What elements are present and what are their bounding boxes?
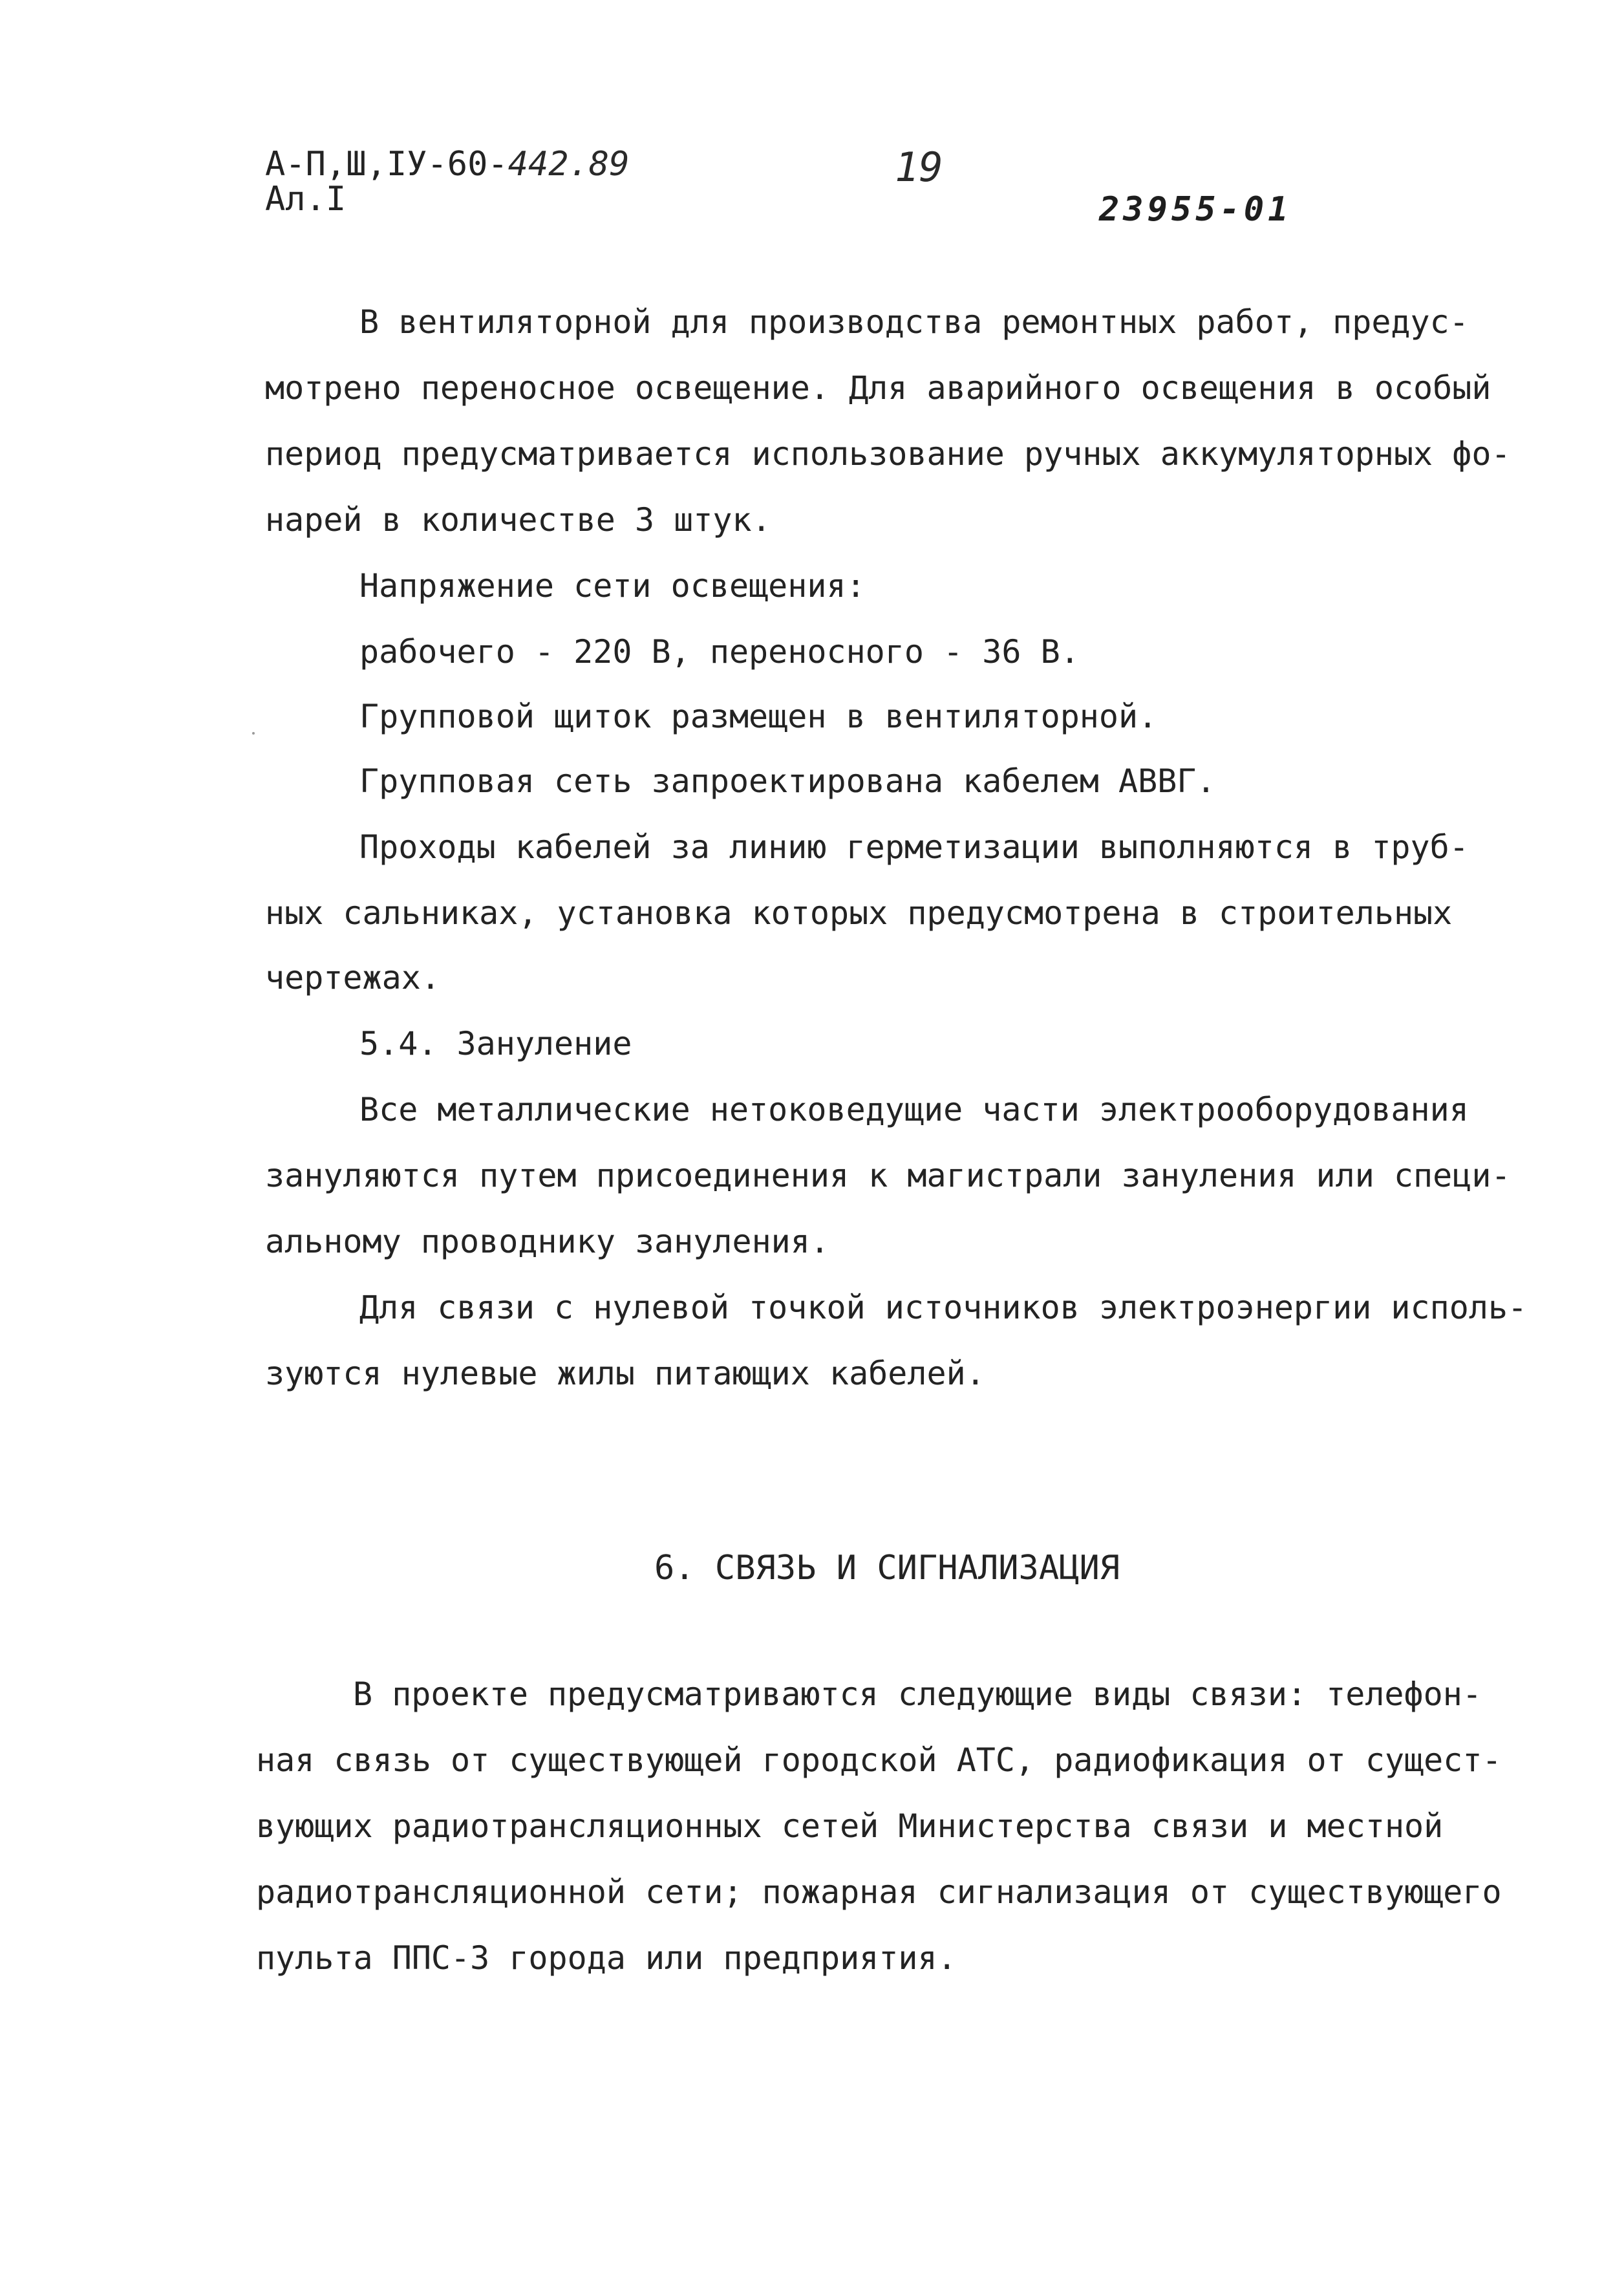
page-number: 19 <box>895 144 943 191</box>
sheet-label: Ал.I <box>265 180 347 219</box>
paragraph-line: Групповая сеть запроектирована кабелем АВВГ. <box>359 762 1216 800</box>
paragraph-line: В проекте предусматриваются следующие виды связи: телефон- <box>353 1675 1482 1713</box>
scan-speck <box>252 732 255 735</box>
subsection-heading: 5.4. Зануление <box>359 1025 632 1062</box>
paragraph-line: Групповой щиток размещен в вентиляторной. <box>359 698 1158 735</box>
inventory-number: 23955-01 <box>1099 190 1292 229</box>
document-code <box>265 145 630 184</box>
paragraph-line: период предусматривается использование ручных аккумуляторных фо- <box>265 435 1511 473</box>
paragraph-line: альному проводнику зануления. <box>265 1223 829 1260</box>
paragraph-line: Все металлические нетоковедущие части электрооборудования <box>359 1091 1469 1128</box>
paragraph-line: чертежах. <box>265 959 440 996</box>
paragraph-line: пульта ППС-3 города или предприятия. <box>256 1939 957 1977</box>
paragraph-line: ных сальниках, установка которых предусмотрена в строительных <box>265 894 1453 932</box>
document-code-typed: А-П,Ш,IУ-60- <box>265 145 508 184</box>
paragraph-line: Проходы кабелей за линию герметизации выполняются в труб- <box>359 828 1469 866</box>
document-code-handwritten: 442.89 <box>508 145 630 184</box>
paragraph-line: рабочего - 220 В, переносного - 36 В. <box>359 633 1080 671</box>
paragraph-line: В вентиляторной для производства ремонтных работ, предус- <box>359 303 1469 341</box>
paragraph-line: Для связи с нулевой точкой источников электроэнергии исполь- <box>359 1289 1528 1326</box>
paragraph-line: зуются нулевые жилы питающих кабелей. <box>265 1355 985 1392</box>
paragraph-line: нарей в количестве 3 штук. <box>265 501 771 539</box>
paragraph-line: Напряжение сети освещения: <box>359 567 866 605</box>
paragraph-line: зануляются путем присоединения к магистрали зануления или специ- <box>265 1157 1511 1194</box>
paragraph-line: ная связь от существующей городской АТС, радиофикация от сущест- <box>256 1741 1502 1779</box>
paragraph-line: вующих радиотрансляционных сетей Министерства связи и местной <box>256 1807 1444 1845</box>
paragraph-line: мотрено переносное освещение. Для аварийного освещения в особый <box>265 369 1491 407</box>
paragraph-line: радиотрансляционной сети; пожарная сигнализация от существующего <box>256 1873 1502 1911</box>
section-heading: 6. СВЯЗЬ И СИГНАЛИЗАЦИЯ <box>654 1549 1120 1588</box>
